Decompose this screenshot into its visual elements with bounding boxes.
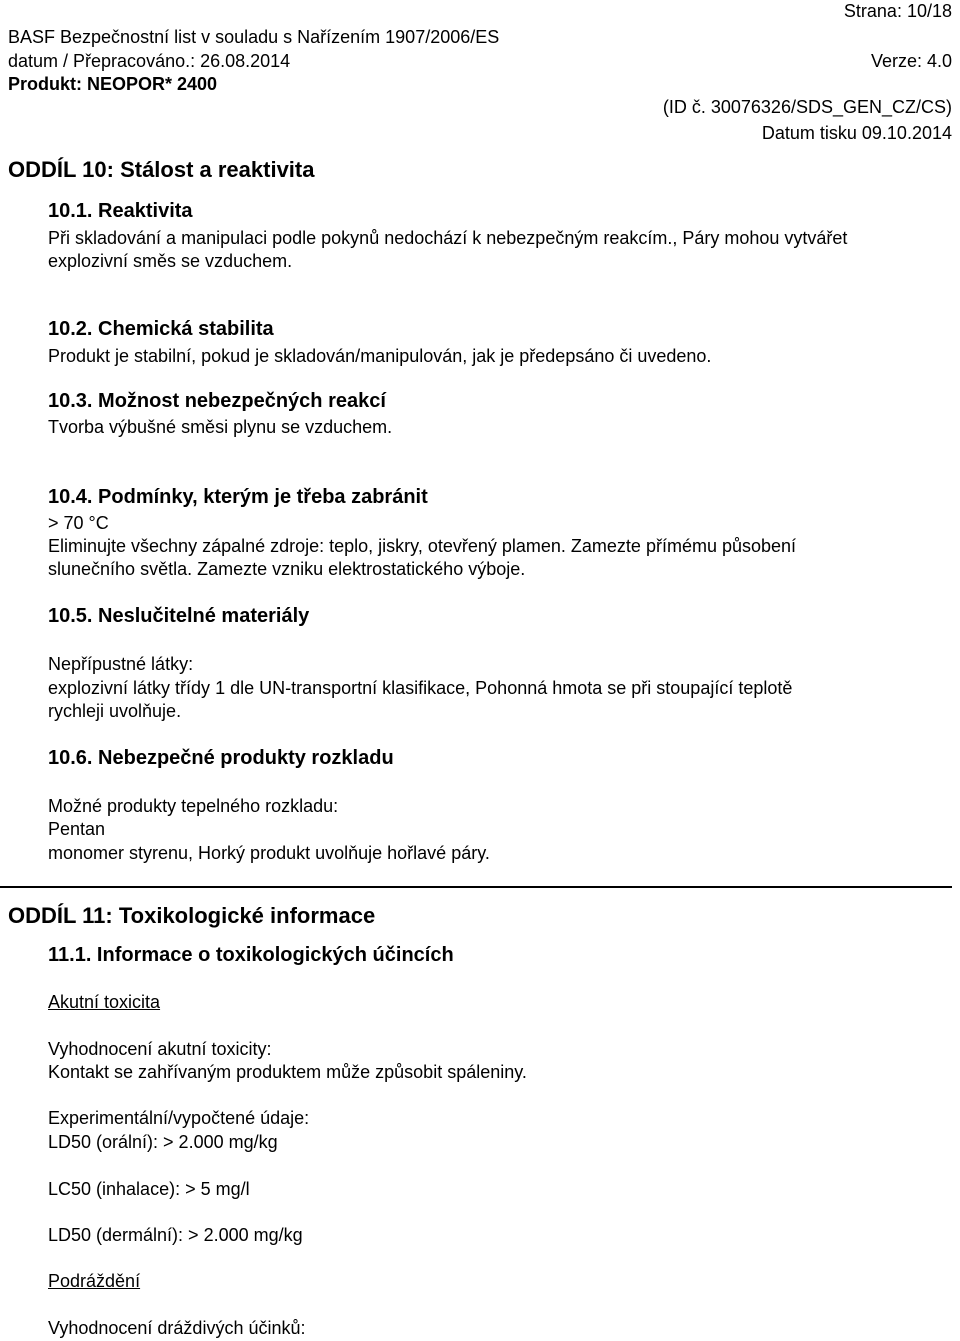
experimental-data-label: Experimentální/vypočtené údaje:	[48, 1108, 310, 1128]
subsection-10-5-text: explozivní látky třídy 1 dle UN-transportní klasifikace, Pohonná hmota se při stoupající teplotě	[48, 678, 793, 698]
version: Verze: 4.0	[870, 51, 952, 71]
subsection-10-5-text: rychleji uvolňuje.	[48, 701, 182, 721]
document-title: BASF Bezpečnostní list v souladu s Nařízením 1907/2006/ES	[8, 27, 500, 47]
subsection-10-6-text: monomer styrenu, Horký produkt uvolňuje hořlavé páry.	[48, 843, 490, 863]
subsection-10-6-text: Pentan	[48, 819, 106, 839]
section-10-title: ODDÍL 10: Stálost a reaktivita	[8, 157, 315, 182]
subsection-10-1-text: Při skladování a manipulaci podle pokynů nedochází k nebezpečným reakcím., Páry mohou vytvářet	[48, 228, 848, 248]
irritation-heading: Podráždění	[48, 1271, 141, 1291]
subsection-10-1-title: 10.1. Reaktivita	[48, 200, 193, 222]
subsection-10-4-title: 10.4. Podmínky, kterým je třeba zabránit	[48, 486, 428, 508]
subsection-10-5-title: 10.5. Neslučitelné materiály	[48, 605, 310, 627]
subsection-10-6-title: 10.6. Nebezpečné produkty rozkladu	[48, 747, 394, 769]
page-number: Strana: 10/18	[843, 1, 952, 21]
revision-date: datum / Přepracováno.: 26.08.2014	[8, 51, 291, 71]
acute-eval-text: Kontakt se zahřívaným produktem může způsobit spáleniny.	[48, 1062, 527, 1082]
subsection-10-4-text: slunečního světla. Zamezte vzniku elektrostatického výboje.	[48, 559, 526, 579]
subsection-10-6-text: Možné produkty tepelného rozkladu:	[48, 796, 339, 816]
lc50-inhalation: LC50 (inhalace): > 5 mg/l	[48, 1179, 250, 1199]
acute-eval-label: Vyhodnocení akutní toxicity:	[48, 1039, 272, 1059]
section-divider	[0, 886, 952, 888]
irritation-eval-label: Vyhodnocení dráždivých účinků:	[48, 1318, 306, 1338]
subsection-10-5-text: Nepřípustné látky:	[48, 654, 194, 674]
subsection-10-4-text: Eliminujte všechny zápalné zdroje: teplo, jiskry, otevřený plamen. Zamezte přímému působení	[48, 536, 797, 556]
subsection-10-3-text: Tvorba výbušné směsi plynu se vzduchem.	[48, 417, 393, 437]
product-name: Produkt: NEOPOR* 2400	[8, 74, 218, 94]
acute-toxicity-heading: Akutní toxicita	[48, 992, 161, 1012]
document-id: (ID č. 30076326/SDS_GEN_CZ/CS)	[662, 97, 952, 117]
section-11-title: ODDÍL 11: Toxikologické informace	[8, 903, 376, 928]
subsection-10-2-text: Produkt je stabilní, pokud je skladován/manipulován, jak je předepsáno či uvedeno.	[48, 346, 712, 366]
subsection-10-1-text: explozivní směs se vzduchem.	[48, 251, 293, 271]
subsection-10-3-title: 10.3. Možnost nebezpečných reakcí	[48, 390, 386, 412]
subsection-10-4-text: > 70 °C	[48, 513, 109, 533]
ld50-oral: LD50 (orální): > 2.000 mg/kg	[48, 1132, 278, 1152]
ld50-dermal: LD50 (dermální): > 2.000 mg/kg	[48, 1225, 303, 1245]
print-date: Datum tisku 09.10.2014	[761, 123, 952, 143]
subsection-11-1-title: 11.1. Informace o toxikologických účincích	[48, 944, 454, 966]
subsection-10-2-title: 10.2. Chemická stabilita	[48, 318, 274, 340]
